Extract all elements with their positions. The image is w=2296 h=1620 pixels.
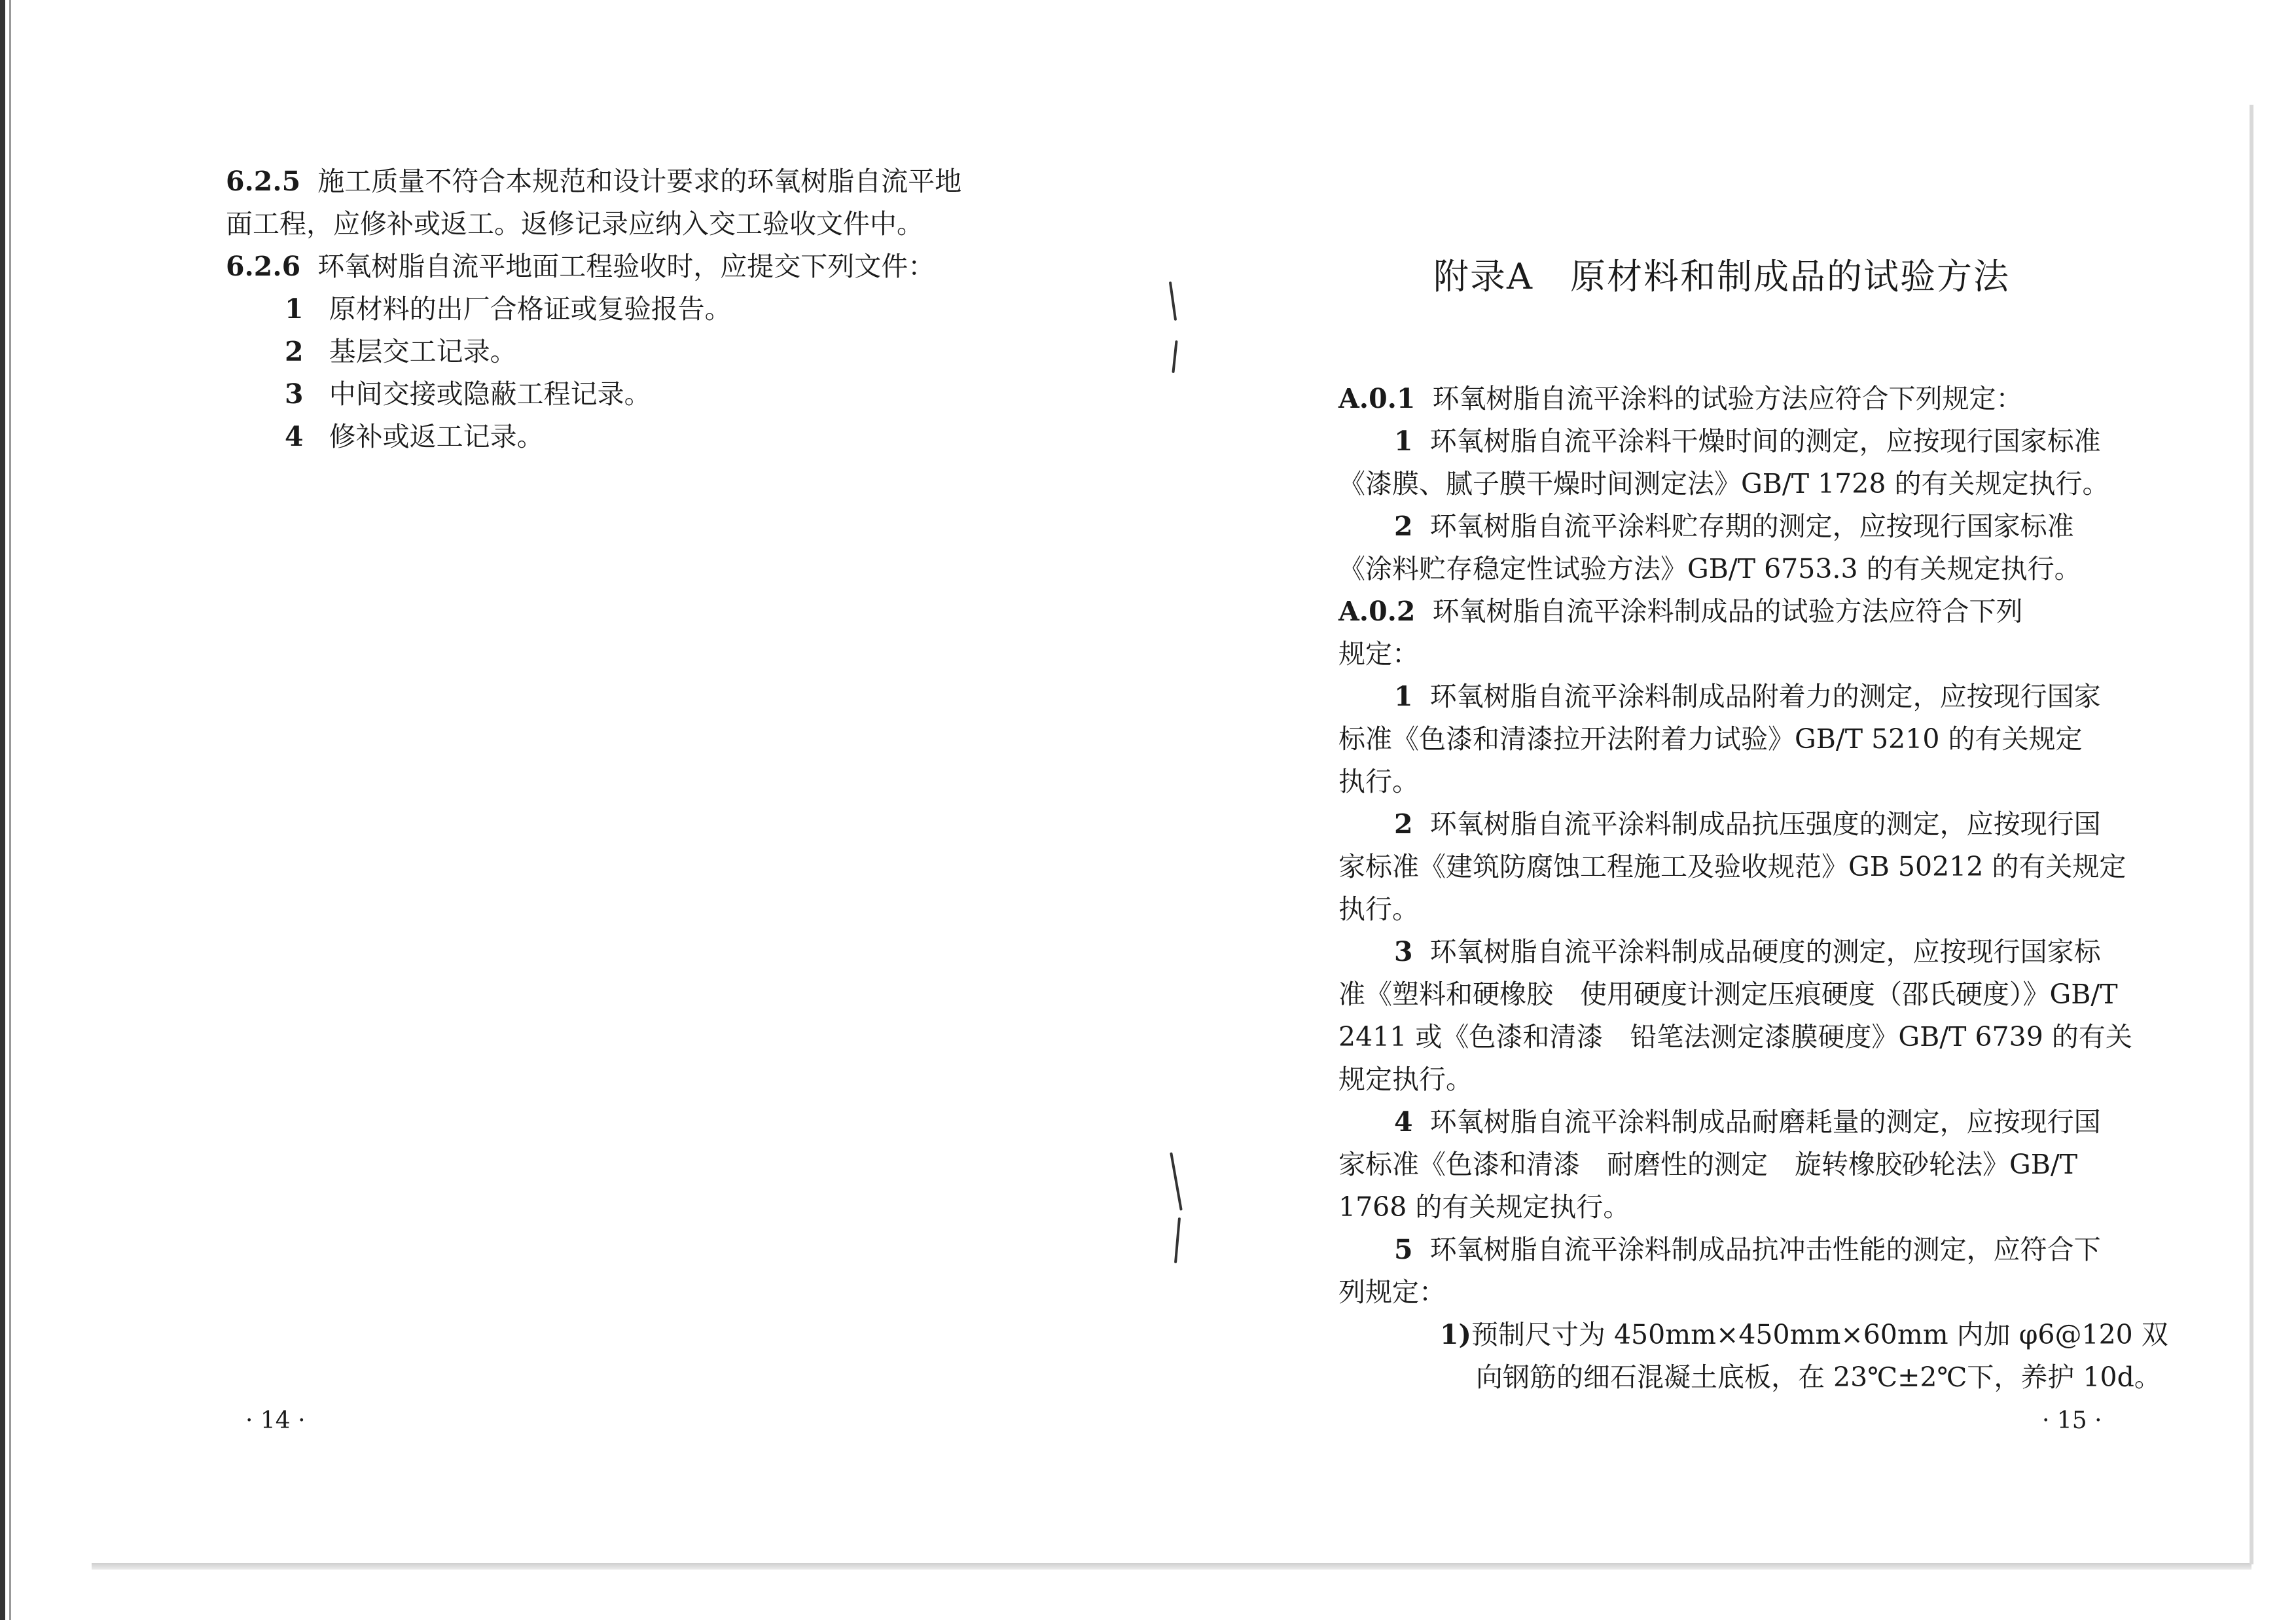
clause-line: 列规定：	[1338, 1276, 1446, 1308]
scan-bottom-edge	[92, 1563, 2251, 1570]
clause-line: 《漆膜、腻子膜干燥时间测定法》GB/T 1728 的有关规定执行。	[1338, 468, 2109, 499]
clause-line: 2 环氧树脂自流平涂料制成品抗压强度的测定，应按现行国	[1394, 808, 2101, 840]
right-page	[1211, 0, 2193, 1558]
list-item: 4 修补或返工记录。	[285, 421, 544, 452]
clause-line: 家标准《色漆和清漆 耐磨性的测定 旋转橡胶砂轮法》GB/T	[1338, 1149, 2078, 1180]
scan-left-edge-inner	[9, 0, 11, 1620]
gutter-mark	[1174, 1217, 1181, 1263]
clause-line: 规定：	[1338, 638, 1419, 670]
gutter-mark	[1170, 1152, 1183, 1210]
page-number: · 14 ·	[245, 1407, 306, 1434]
clause-line: A.0.1 环氧树脂自流平涂料的试验方法应符合下列规定：	[1338, 383, 2023, 414]
clause-line: 规定执行。	[1338, 1064, 1473, 1095]
scan-right-edge	[2250, 105, 2253, 1564]
clause-line: 执行。	[1338, 893, 1419, 925]
clause-line: 执行。	[1338, 766, 1419, 797]
clause-line: 2 环氧树脂自流平涂料贮存期的测定，应按现行国家标准	[1394, 511, 2074, 542]
clause-line: 1768 的有关规定执行。	[1338, 1191, 1630, 1223]
page-number: · 15 ·	[2042, 1407, 2102, 1434]
sub-item: 向钢筋的细石混凝土底板，在 23℃±2℃下，养护 10d。	[1476, 1361, 2161, 1393]
list-item: 2 基层交工记录。	[285, 336, 517, 367]
clause-line: 面工程，应修补或返工。返修记录应纳入交工验收文件中。	[226, 208, 924, 240]
clause-line: 6.2.6 环氧树脂自流平地面工程验收时，应提交下列文件：	[226, 251, 935, 282]
left-page	[118, 0, 1086, 1558]
scan-left-edge	[0, 0, 5, 1620]
clause-line: A.0.2 环氧树脂自流平涂料制成品的试验方法应符合下列	[1338, 596, 2023, 627]
gutter-mark	[1169, 281, 1177, 321]
list-item: 1 原材料的出厂合格证或复验报告。	[285, 293, 732, 325]
clause-line: 6.2.5 施工质量不符合本规范和设计要求的环氧树脂自流平地	[226, 166, 962, 197]
clause-line: 3 环氧树脂自流平涂料制成品硬度的测定，应按现行国家标	[1394, 936, 2101, 967]
appendix-title: 附录A 原材料和制成品的试验方法	[1433, 256, 2010, 297]
gutter-mark	[1172, 340, 1177, 373]
clause-line: 1 环氧树脂自流平涂料制成品附着力的测定，应按现行国家	[1394, 681, 2101, 712]
clause-line: 2411 或《色漆和清漆 铅笔法测定漆膜硬度》GB/T 6739 的有关	[1338, 1021, 2132, 1053]
clause-line: 5 环氧树脂自流平涂料制成品抗冲击性能的测定，应符合下	[1394, 1234, 2101, 1265]
clause-line: 家标准《建筑防腐蚀工程施工及验收规范》GB 50212 的有关规定	[1338, 851, 2126, 882]
clause-line: 标准《色漆和清漆拉开法附着力试验》GB/T 5210 的有关规定	[1338, 723, 2083, 755]
clause-line: 《涂料贮存稳定性试验方法》GB/T 6753.3 的有关规定执行。	[1338, 553, 2081, 585]
list-item: 3 中间交接或隐蔽工程记录。	[285, 378, 651, 410]
clause-line: 1 环氧树脂自流平涂料干燥时间的测定，应按现行国家标准	[1394, 425, 2101, 457]
clause-line: 准《塑料和硬橡胶 使用硬度计测定压痕硬度（邵氏硬度）》GB/T	[1338, 979, 2118, 1010]
sub-item: 1)预制尺寸为 450mm×450mm×60mm 内加 φ6@120 双	[1440, 1319, 2168, 1350]
clause-line: 4 环氧树脂自流平涂料制成品耐磨耗量的测定，应按现行国	[1394, 1106, 2101, 1138]
